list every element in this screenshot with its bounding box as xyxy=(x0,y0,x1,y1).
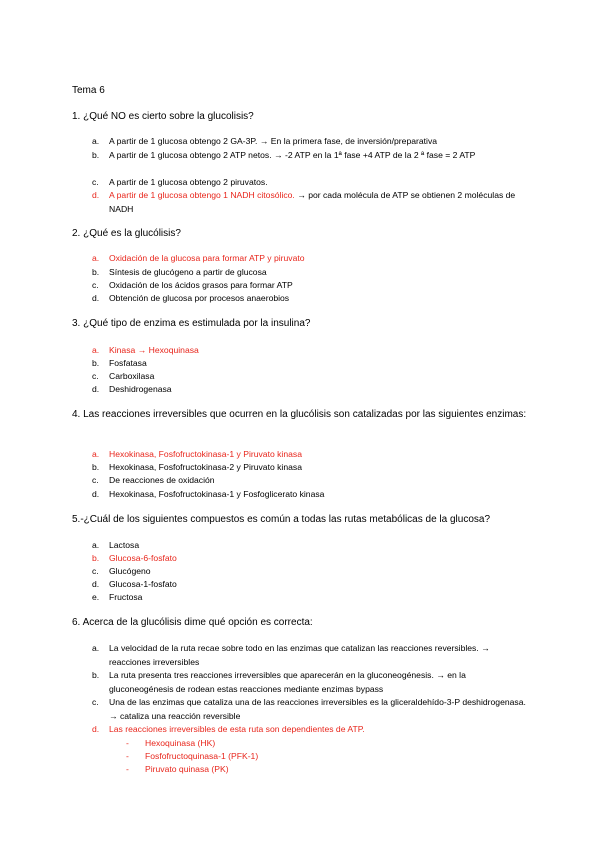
question-4: 4. Las reacciones irreversibles que ocurren en la glucólisis son catalizadas por las siguientes enzimas: xyxy=(72,409,527,420)
correct-answer-text: Oxidación de la glucosa para formar ATP y piruvato xyxy=(109,253,305,263)
option-text: Fosfatasa xyxy=(109,358,147,368)
option-text: A partir de 1 glucosa obtengo 2 piruvatos. xyxy=(109,177,268,187)
option-text: Glucógeno xyxy=(109,566,151,576)
q4-option-a xyxy=(92,448,532,462)
bullet-dash: - xyxy=(126,764,129,774)
option-letter: c. xyxy=(92,371,99,381)
q6-option-a xyxy=(92,642,532,669)
q6-sub-item xyxy=(126,763,229,776)
option-text: Fructosa xyxy=(109,592,143,602)
q2-option-c xyxy=(92,279,532,293)
option-letter: b. xyxy=(92,358,100,368)
correct-answer-text: Hexokinasa, Fosfofructokinasa-1 y Piruvato kinasa xyxy=(109,449,302,459)
option-text: Oxidación de los ácidos grasos para formar ATP xyxy=(109,280,293,290)
sub-item-text: Piruvato quinasa (PK) xyxy=(145,764,229,774)
q5-option-e xyxy=(92,591,532,605)
q6-option-c xyxy=(92,696,532,723)
option-letter: d. xyxy=(92,489,100,499)
q4-option-c xyxy=(92,474,532,488)
option-text: Hexokinasa, Fosfofructokinasa-1 y Fosfoglicerato kinasa xyxy=(109,489,325,499)
option-letter: b. xyxy=(92,150,100,160)
question-2: 2. ¿Qué es la glucólisis? xyxy=(72,228,181,239)
correct-answer-text: Kinasa → Hexoquinasa xyxy=(109,345,199,355)
option-letter: c. xyxy=(92,280,99,290)
option-letter: a. xyxy=(92,643,100,653)
option-letter: a. xyxy=(92,136,100,146)
option-letter: a. xyxy=(92,253,100,263)
bullet-dash: - xyxy=(126,751,129,761)
q2-option-b xyxy=(92,266,532,280)
sub-item-text: Hexoquinasa (HK) xyxy=(145,738,216,748)
option-text: La ruta presenta tres reacciones irreversibles que aparecerán en la gluconeogénesis. → en la gluconeogénesis de rodean estas reacciones mediante enzimas bypass xyxy=(109,670,466,694)
bullet-dash: - xyxy=(126,738,129,748)
option-text: A partir de 1 glucosa obtengo 2 ATP netos. → -2 ATP en la 1ª fase +4 ATP de la 2 ª fase = 2 ATP xyxy=(109,150,476,160)
q6-sub-item xyxy=(126,750,258,763)
q1-option-b xyxy=(92,149,532,163)
q5-option-c xyxy=(92,565,532,579)
answer-explanation: → por cada molécula de ATP se obtienen 2 moléculas de NADH xyxy=(109,190,516,214)
q4-option-d xyxy=(92,488,532,502)
q1-option-a xyxy=(92,135,532,149)
option-letter: d. xyxy=(92,384,100,394)
option-letter: a. xyxy=(92,449,100,459)
q5-option-d xyxy=(92,578,532,592)
q1-option-c xyxy=(92,176,532,190)
option-letter: c. xyxy=(92,697,99,707)
option-text: Síntesis de glucógeno a partir de glucosa xyxy=(109,267,267,277)
option-text: Hexokinasa, Fosfofructokinasa-2 y Piruvato kinasa xyxy=(109,462,302,472)
option-text: A partir de 1 glucosa obtengo 2 GA-3P. → En la primera fase, de inversión/preparativa xyxy=(109,136,438,146)
question-3: 3. ¿Qué tipo de enzima es estimulada por la insulina? xyxy=(72,318,311,329)
q3-option-c xyxy=(92,370,532,384)
question-5: 5.-¿Cuál de los siguientes compuestos es común a todas las rutas metabólicas de la glucosa? xyxy=(72,514,491,525)
option-text: Obtención de glucosa por procesos anaerobios xyxy=(109,293,290,303)
sub-item-text: Fosfofructoquinasa-1 (PFK-1) xyxy=(145,751,259,761)
q5-option-b xyxy=(92,552,532,566)
q3-option-d xyxy=(92,383,532,397)
question-1: 1. ¿Qué NO es cierto sobre la glucolisis? xyxy=(72,111,254,122)
option-letter: c. xyxy=(92,177,99,187)
option-letter: b. xyxy=(92,267,100,277)
q2-option-d xyxy=(92,292,532,306)
option-letter: c. xyxy=(92,475,99,485)
option-letter: e. xyxy=(92,592,100,602)
option-letter: b. xyxy=(92,553,100,563)
correct-answer-text: A partir de 1 glucosa obtengo 1 NADH citosólico. xyxy=(109,190,295,200)
q3-option-a xyxy=(92,344,532,358)
option-letter: a. xyxy=(92,540,100,550)
q4-option-b xyxy=(92,461,532,475)
q2-option-a xyxy=(92,252,532,266)
option-letter: b. xyxy=(92,670,100,680)
q6-sub-item xyxy=(126,737,215,750)
option-text: Carboxilasa xyxy=(109,371,155,381)
correct-answer-text: Las reacciones irreversibles de esta ruta son dependientes de ATP. xyxy=(109,724,365,734)
option-letter: d. xyxy=(92,190,100,200)
option-text: Una de las enzimas que cataliza una de las reacciones irreversibles es la gliceraldehído-3-P deshidrogenasa. → cataliza una reacción reversible xyxy=(109,697,526,721)
option-letter: b. xyxy=(92,462,100,472)
option-text: La velocidad de la ruta recae sobre todo en las enzimas que catalizan las reacciones reversibles. → reacciones irreversibles xyxy=(109,643,490,667)
option-text: De reacciones de oxidación xyxy=(109,475,215,485)
q3-option-b xyxy=(92,357,532,371)
option-letter: d. xyxy=(92,293,100,303)
option-text: Lactosa xyxy=(109,540,140,550)
option-letter: c. xyxy=(92,566,99,576)
q5-option-a xyxy=(92,539,532,553)
q6-option-b xyxy=(92,669,532,696)
correct-answer-text: Glucosa-6-fosfato xyxy=(109,553,177,563)
q1-option-d xyxy=(92,189,532,216)
option-text: Glucosa-1-fosfato xyxy=(109,579,177,589)
option-letter: a. xyxy=(92,345,100,355)
q6-option-d xyxy=(92,723,532,737)
question-6: 6. Acerca de la glucólisis dime qué opción es correcta: xyxy=(72,617,313,628)
option-text: Deshidrogenasa xyxy=(109,384,172,394)
document-title: Tema 6 xyxy=(72,85,105,96)
option-letter: d. xyxy=(92,724,100,734)
option-letter: d. xyxy=(92,579,100,589)
